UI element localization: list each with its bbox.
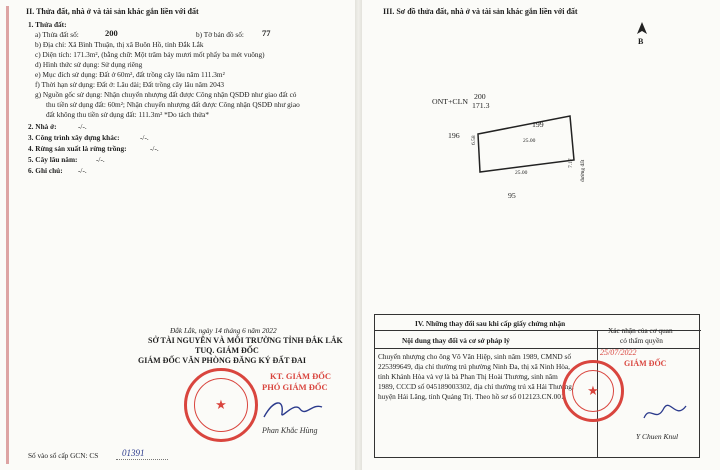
map-sheet-label: b) Tờ bản đồ số:	[196, 30, 244, 39]
office-director-line: GIÁM ĐỐC VĂN PHÒNG ĐĂNG KÝ ĐẤT ĐAI	[138, 356, 306, 365]
column-content-header: Nội dung thay đổi và cơ sở pháp lý	[402, 336, 510, 345]
diagram-parcel-area: 171.3	[472, 101, 490, 110]
map-sheet-number: 77	[262, 28, 271, 38]
house-label: 2. Nhà ở:	[28, 122, 57, 131]
page-gutter	[355, 0, 362, 470]
land-code: ONT+CLN	[432, 97, 469, 106]
land-use-form: d) Hình thức sử dụng: Sử dụng riêng	[35, 60, 143, 69]
issuing-department: SỞ TÀI NGUYÊN VÀ MÔI TRƯỜNG TỈNH ĐẮK LẮK	[148, 336, 343, 345]
neighbor-bottom: 95	[508, 191, 516, 200]
left-border-decoration	[6, 6, 9, 464]
notes-label: 6. Ghi chú:	[28, 166, 63, 175]
land-use-term: f) Thời hạn sử dụng: Đất ở: Lâu dài; Đất trồng cây lâu năm 2043	[35, 80, 225, 89]
perennial-trees-label: 5. Cây lâu năm:	[28, 155, 78, 164]
column-confirm-header-1: Xác nhận của cơ quan	[608, 326, 673, 335]
register-number-label: Số vào sổ cấp GCN: CS	[28, 451, 99, 460]
other-construction-value: -/-.	[140, 133, 149, 142]
land-use-purpose: e) Mục đích sử dụng: Đất ở 60m², đất trồng cây lâu năm 111.3m²	[35, 70, 225, 79]
confirmation-date: 25/07/2022	[600, 348, 637, 357]
land-area: c) Diện tích: 171.3m², (bằng chữ: Một trăm bảy mươi mốt phẩy ba mét vuông)	[35, 50, 265, 59]
changes-table-title: IV. Những thay đổi sau khi cấp giấy chứng nhận	[375, 315, 701, 331]
confirmation-title: GIÁM ĐỐC	[624, 359, 667, 368]
change-entry-line-3: tỉnh Khánh Hòa và vợ là bà Phan Thị Hoài Thương, sinh năm	[378, 372, 558, 381]
section-iii-title: III. Sơ đồ thửa đất, nhà ở và tài sản khác gắn liền với đất	[383, 7, 578, 16]
signer-title-1: KT. GIÁM ĐỐC	[270, 371, 331, 381]
parcel-number-label: a) Thửa đất số:	[35, 30, 79, 39]
other-construction-label: 3. Công trình xây dựng khác:	[28, 133, 120, 142]
confirmation-seal: ★	[562, 360, 624, 422]
change-entry-line-4: 1989, CCCD số 045189003302, địa chỉ thường trú xã Hải Thượng,	[378, 382, 574, 391]
change-entry-line-2: 225399649, địa chỉ thường trú phường Ninh Đa, thị xã Ninh Hòa,	[378, 362, 570, 371]
land-origin-line-2: thu tiền sử dụng đất: 60m²; Nhận chuyển nhượng đất được Công nhận QSDĐ như giao	[46, 100, 300, 109]
signer-title-2: PHÓ GIÁM ĐỐC	[262, 382, 328, 392]
register-number-field	[116, 459, 168, 460]
confirmation-signature	[640, 398, 696, 428]
land-origin-line-1: g) Nguồn gốc sử dụng: Nhận chuyển nhượng đất được Công nhận QSDĐ như giao đất có	[35, 90, 297, 99]
issue-date: Đắk Lắk, ngày 14 tháng 6 năm 2022	[170, 326, 277, 335]
house-value: -/-.	[78, 122, 87, 131]
column-confirm-header-2: có thẩm quyền	[620, 336, 663, 345]
parcel-number: 200	[105, 28, 118, 38]
left-edge-length: 6.58	[471, 135, 477, 145]
change-entry-line-1: Chuyển nhượng cho ông Võ Văn Hiệp, sinh năm 1989, CMND số	[378, 352, 572, 361]
notes-value: -/-.	[78, 166, 87, 175]
land-heading: 1. Thửa đất:	[28, 20, 67, 29]
planted-forest-label: 4. Rừng sản xuất là rừng trồng:	[28, 144, 127, 153]
land-address: b) Địa chỉ: Xã Bình Thuận, thị xã Buôn Hồ, tỉnh Đắk Lắk	[35, 40, 204, 49]
neighbor-left: 196	[448, 131, 460, 140]
top-edge-length: 25.00	[523, 138, 536, 144]
road-label: đường đất	[580, 159, 586, 182]
section-ii-title: II. Thửa đất, nhà ở và tài sản khác gắn liền với đất	[26, 7, 199, 16]
right-edge-length: 7.17	[568, 158, 574, 168]
official-seal: ★	[184, 368, 258, 442]
change-entry-line-5: huyện Hải Lăng, tỉnh Quảng Trị. Theo hồ sơ số 012123.CN.001	[378, 392, 565, 401]
neighbor-top: 199	[532, 120, 544, 129]
changes-table-header-divider	[375, 348, 699, 349]
bottom-edge-length: 25.00	[515, 170, 528, 176]
diagram-parcel-number: 200	[474, 92, 486, 101]
confirmation-signer: Y Chuen Knul	[636, 432, 679, 441]
signer-name: Phan Khắc Hùng	[262, 426, 318, 435]
planted-forest-value: -/-.	[150, 144, 159, 153]
perennial-trees-value: -/-.	[96, 155, 105, 164]
handwritten-signature	[260, 395, 330, 425]
authorization-line: TUQ. GIÁM ĐỐC	[195, 346, 259, 355]
register-number-value: 01391	[122, 448, 145, 458]
north-label: B	[638, 37, 644, 46]
land-origin-line-3: đất không thu tiền sử dụng đất: 111.3m² *Do tách thửa*	[46, 110, 209, 119]
